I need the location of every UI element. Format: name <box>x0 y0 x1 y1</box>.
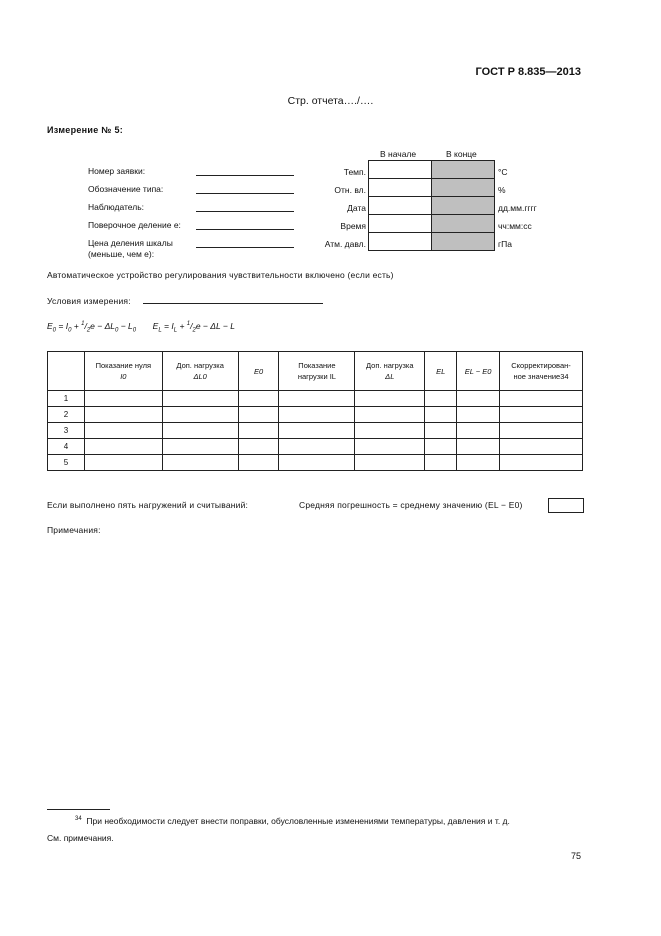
table-cell[interactable] <box>279 439 355 455</box>
condition-start-cell[interactable] <box>369 161 432 179</box>
condition-end-cell[interactable] <box>432 161 495 179</box>
col-header-el: EL <box>425 352 457 391</box>
table-cell[interactable] <box>279 407 355 423</box>
condition-end-cell[interactable] <box>432 197 495 215</box>
table-cell[interactable] <box>457 391 500 407</box>
table-row <box>48 455 583 471</box>
auto-device-text: Автоматическое устройство регулирования чувствительности включено (если есть) <box>47 270 394 280</box>
table-row <box>48 407 583 423</box>
field-label-verification-interval: Поверочное деление е: <box>88 220 181 230</box>
table-cell[interactable] <box>279 423 355 439</box>
table-cell[interactable] <box>425 439 457 455</box>
table-cell[interactable] <box>500 439 583 455</box>
five-loads-text: Если выполнено пять нагружений и считываний: <box>47 500 249 510</box>
field-label-request-number: Номер заявки: <box>88 166 146 176</box>
table-cell[interactable] <box>238 407 279 423</box>
document-code: ГОСТ Р 8.835—2013 <box>475 66 581 78</box>
row-number: 2 <box>48 407 85 423</box>
table-cell[interactable] <box>238 439 279 455</box>
formula: $E_0 = I_0 + ^1/_2e - \Delta L_0 - L_0$ $E_L = I_L + ^1/_2e - \Delta L - L$ <box>47 321 235 334</box>
notes-label: Примечания: <box>47 525 101 535</box>
table-cell[interactable] <box>500 391 583 407</box>
table-cell[interactable] <box>279 455 355 471</box>
table-cell[interactable] <box>84 423 162 439</box>
table-cell[interactable] <box>84 407 162 423</box>
conditions-header-end: В конце <box>446 149 477 159</box>
conditions-input-line[interactable] <box>143 303 323 304</box>
table-row <box>48 423 583 439</box>
field-label-scale-interval: Цена деления шкалы <box>88 238 173 248</box>
footnote-rule <box>47 809 110 810</box>
condition-label-pressure: Атм. давл. <box>324 239 366 249</box>
table-cell[interactable] <box>238 391 279 407</box>
condition-unit-humidity: % <box>498 185 506 195</box>
col-header-load-reading: Показание нагрузки IL <box>279 352 355 391</box>
field-label-type-designation: Обозначение типа: <box>88 184 164 194</box>
table-cell[interactable] <box>457 423 500 439</box>
condition-unit-pressure: гПа <box>498 239 512 249</box>
row-number: 3 <box>48 423 85 439</box>
row-number: 5 <box>48 455 85 471</box>
col-header-el-minus-e0: EL − E0 <box>457 352 500 391</box>
condition-unit-date: дд.мм.гггг <box>498 203 537 213</box>
condition-label-temp: Темп. <box>343 167 366 177</box>
table-cell[interactable] <box>355 439 425 455</box>
page-number: 75 <box>570 851 581 861</box>
row-number: 4 <box>48 439 85 455</box>
table-cell[interactable] <box>355 391 425 407</box>
table-cell[interactable] <box>500 407 583 423</box>
see-notes-text: См. примечания. <box>47 833 114 843</box>
table-cell[interactable] <box>500 455 583 471</box>
table-cell[interactable] <box>162 391 238 407</box>
table-row <box>48 391 583 407</box>
field-label-observer: Наблюдатель: <box>88 202 144 212</box>
condition-end-cell[interactable] <box>432 179 495 197</box>
footnote: $^{34}$ При необходимости следует внести поправки, обусловленные изменениями температуры, давления и т. д. <box>75 816 510 826</box>
condition-start-cell[interactable] <box>369 197 432 215</box>
col-header-e0: E0 <box>238 352 279 391</box>
field-label-scale-interval-note: (меньше, чем е): <box>88 249 155 259</box>
condition-label-date: Дата <box>347 203 366 213</box>
average-error-box[interactable] <box>548 498 584 513</box>
table-header-row <box>48 352 583 391</box>
table-cell[interactable] <box>355 407 425 423</box>
conditions-header-start: В начале <box>380 149 417 159</box>
table-cell[interactable] <box>425 423 457 439</box>
table-cell[interactable] <box>162 407 238 423</box>
table-cell[interactable] <box>84 391 162 407</box>
conditions-label: Условия измерения: <box>47 296 131 306</box>
condition-label-humidity: Отн. вл. <box>334 185 366 195</box>
table-cell[interactable] <box>238 423 279 439</box>
measurement-title: Измерение № 5: <box>47 125 124 135</box>
conditions-table <box>368 160 495 251</box>
col-header-add-load-0: Доп. нагрузка ΔL0 <box>162 352 238 391</box>
row-number: 1 <box>48 391 85 407</box>
table-cell[interactable] <box>162 439 238 455</box>
condition-unit-time: чч:мм:сс <box>498 221 532 231</box>
table-cell[interactable] <box>84 455 162 471</box>
condition-end-cell[interactable] <box>432 215 495 233</box>
table-cell[interactable] <box>500 423 583 439</box>
table-cell[interactable] <box>457 407 500 423</box>
table-cell[interactable] <box>355 455 425 471</box>
table-cell[interactable] <box>457 455 500 471</box>
condition-end-cell[interactable] <box>432 233 495 251</box>
table-cell[interactable] <box>238 455 279 471</box>
table-row <box>48 439 583 455</box>
table-cell[interactable] <box>279 391 355 407</box>
table-cell[interactable] <box>355 423 425 439</box>
condition-label-time: Время <box>340 221 366 231</box>
col-header-add-load: Доп. нагрузка ΔL <box>355 352 425 391</box>
average-error-text: Средняя погрешность = среднему значению (EL − E0) <box>299 500 523 510</box>
report-page-counter: Стр. отчета…./…. <box>287 95 374 107</box>
table-cell[interactable] <box>162 423 238 439</box>
table-cell[interactable] <box>84 439 162 455</box>
table-cell[interactable] <box>425 391 457 407</box>
table-cell[interactable] <box>162 455 238 471</box>
measurement-table <box>47 351 583 471</box>
condition-start-cell[interactable] <box>369 233 432 251</box>
table-cell[interactable] <box>425 455 457 471</box>
table-cell[interactable] <box>457 439 500 455</box>
condition-start-cell[interactable] <box>369 179 432 197</box>
condition-start-cell[interactable] <box>369 215 432 233</box>
col-header-zero-reading: Показание нуля I0 <box>84 352 162 391</box>
col-header-corrected: Скорректирован- ное значение34 <box>500 352 583 391</box>
col-header-number <box>48 352 85 391</box>
condition-unit-temp: °C <box>498 167 508 177</box>
table-cell[interactable] <box>425 407 457 423</box>
